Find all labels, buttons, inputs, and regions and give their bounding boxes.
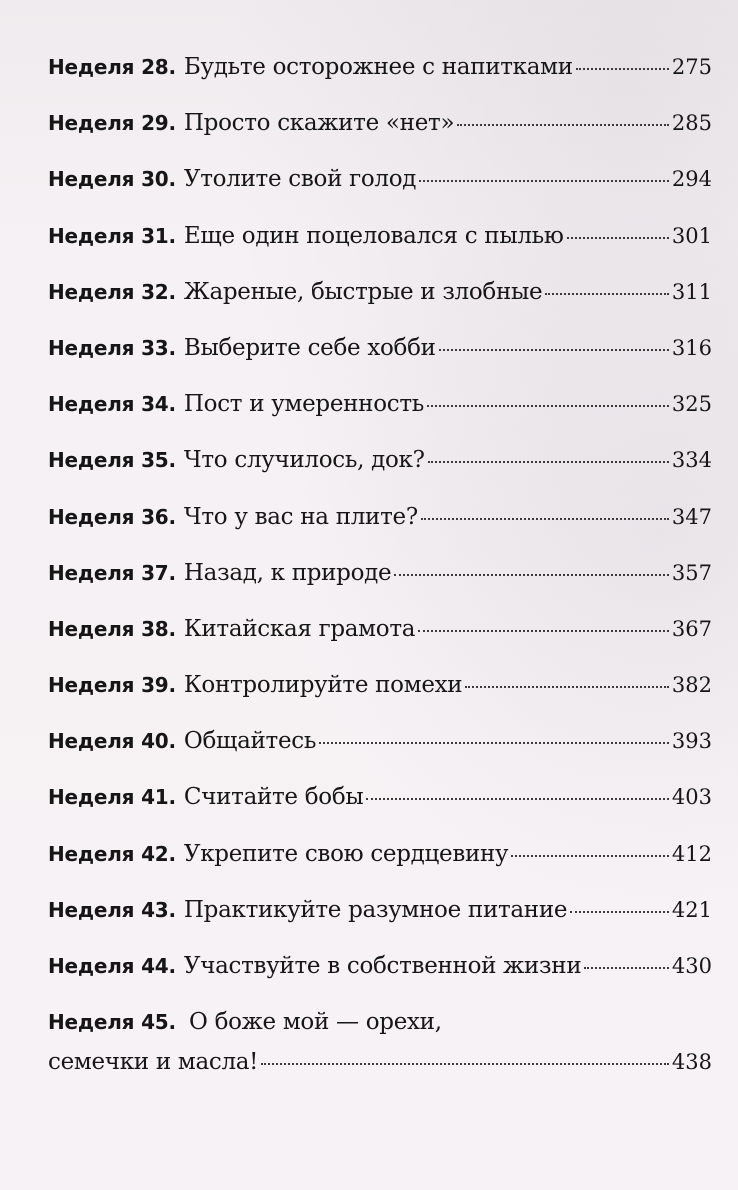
toc-chapter-title: Назад, к природе: [183, 559, 392, 586]
toc-page-number: 334: [671, 448, 712, 473]
toc-chapter-title: Утолите свой голод: [183, 166, 417, 193]
toc-page-number: 421: [671, 897, 712, 922]
toc-week-label: Неделя 43.: [48, 897, 176, 922]
toc-week-label: Неделя 32.: [48, 279, 176, 304]
toc-page-number: 403: [671, 785, 712, 810]
dot-leader: [418, 630, 669, 632]
toc-week-label: Неделя 30.: [48, 167, 176, 192]
toc-chapter-title: Что у вас на плите?: [183, 503, 418, 530]
toc-entry: [48, 609, 712, 665]
toc-chapter-title: Будьте осторожнее с напитками: [183, 54, 573, 80]
toc-chapter-title: Что случилось, док?: [183, 447, 425, 474]
toc-page-number: 316: [671, 335, 712, 360]
toc-week-label: Неделя 28.: [48, 55, 176, 79]
toc-week-label: Неделя 41.: [48, 785, 176, 810]
toc-entry: [48, 440, 712, 496]
toc-week-label: Неделя 36.: [48, 504, 176, 529]
toc-page-number: 275: [671, 55, 712, 79]
dot-leader: [439, 349, 669, 351]
dot-leader: [427, 405, 669, 407]
toc-chapter-title: Еще один поцеловался с пылью: [183, 222, 564, 249]
toc-chapter-title: Практикуйте разумное питание: [183, 896, 568, 923]
dot-leader: [545, 293, 669, 295]
dot-leader: [584, 967, 669, 969]
toc-entry: [48, 384, 712, 440]
toc-entry: [48, 328, 712, 384]
toc-page-number: 347: [671, 504, 712, 529]
toc-page-number: 325: [671, 392, 712, 417]
toc-chapter-title-line-1: О боже мой — орехи,: [189, 1009, 442, 1036]
dot-leader: [457, 124, 669, 126]
toc-week-label: Неделя 40.: [48, 729, 176, 754]
dot-leader: [366, 798, 669, 800]
toc-page-number: 357: [671, 560, 712, 585]
dot-leader: [394, 574, 669, 576]
toc-entry: [48, 834, 712, 890]
toc-chapter-title: Пост и умеренность: [183, 391, 424, 418]
dot-leader: [419, 180, 669, 182]
toc-week-label: Неделя 29.: [48, 111, 176, 136]
toc-chapter-title-line-2: семечки и масла!: [48, 1049, 259, 1076]
toc-page-number: 311: [671, 279, 712, 304]
dot-leader: [319, 742, 669, 744]
toc-entry-line-2: [48, 1042, 712, 1082]
toc-chapter-title: Выберите себе хобби: [183, 334, 436, 361]
dot-leader: [465, 686, 669, 688]
toc-chapter-title: Считайте бобы: [183, 784, 364, 811]
toc-entry: [48, 47, 712, 103]
toc-week-label: Неделя 38.: [48, 616, 176, 641]
toc-page-number: 285: [671, 111, 712, 136]
toc-week-label: Неделя 44.: [48, 954, 176, 978]
toc-entry: [48, 721, 712, 777]
toc-week-label: Неделя 37.: [48, 560, 176, 585]
toc-week-label: Неделя 35.: [48, 448, 176, 473]
toc-page-number: 430: [671, 954, 712, 978]
toc-entry: [48, 946, 712, 1002]
dot-leader: [570, 911, 669, 913]
toc-entry-line-1: [48, 1002, 712, 1042]
toc-week-label: Неделя 31.: [48, 223, 176, 248]
toc-entry: [48, 665, 712, 721]
toc-entry: [48, 777, 712, 833]
toc-entry: [48, 890, 712, 946]
toc-chapter-title: Общайтесь: [183, 728, 317, 755]
toc-page-number: 294: [671, 167, 712, 192]
toc-entry: [48, 497, 712, 553]
toc-chapter-title: Участвуйте в собственной жизни: [183, 953, 582, 979]
toc-week-label: Неделя 39.: [48, 673, 176, 698]
toc-week-label: Неделя 45.: [48, 1010, 176, 1035]
toc-chapter-title: Китайская грамота: [183, 615, 416, 642]
toc-chapter-title: Жареные, быстрые и злобные: [183, 278, 543, 305]
toc-page-number: 438: [671, 1050, 712, 1075]
toc-entry: [48, 159, 712, 215]
dot-leader: [576, 68, 669, 70]
toc-chapter-title: Просто скажите «нет»: [183, 110, 455, 137]
toc-entry: [48, 103, 712, 159]
dot-leader: [567, 237, 669, 239]
toc-entry: [48, 216, 712, 272]
toc-page-number: 412: [671, 841, 712, 866]
toc-page-number: 382: [671, 673, 712, 698]
dot-leader: [428, 461, 669, 463]
table-of-contents: [48, 47, 712, 1082]
toc-page-number: 367: [671, 616, 712, 641]
toc-week-label: Неделя 42.: [48, 841, 176, 866]
dot-leader: [261, 1063, 669, 1065]
toc-entry: [48, 272, 712, 328]
toc-entry: [48, 553, 712, 609]
toc-page-number: 301: [671, 223, 712, 248]
toc-week-label: Неделя 33.: [48, 335, 176, 360]
toc-page-number: 393: [671, 729, 712, 754]
dot-leader: [421, 518, 669, 520]
toc-week-label: Неделя 34.: [48, 392, 176, 417]
toc-chapter-title: Укрепите свою сердцевину: [183, 840, 509, 867]
dot-leader: [511, 855, 669, 857]
toc-chapter-title: Контролируйте помехи: [183, 672, 463, 699]
toc-entry-multiline: [48, 1002, 712, 1082]
